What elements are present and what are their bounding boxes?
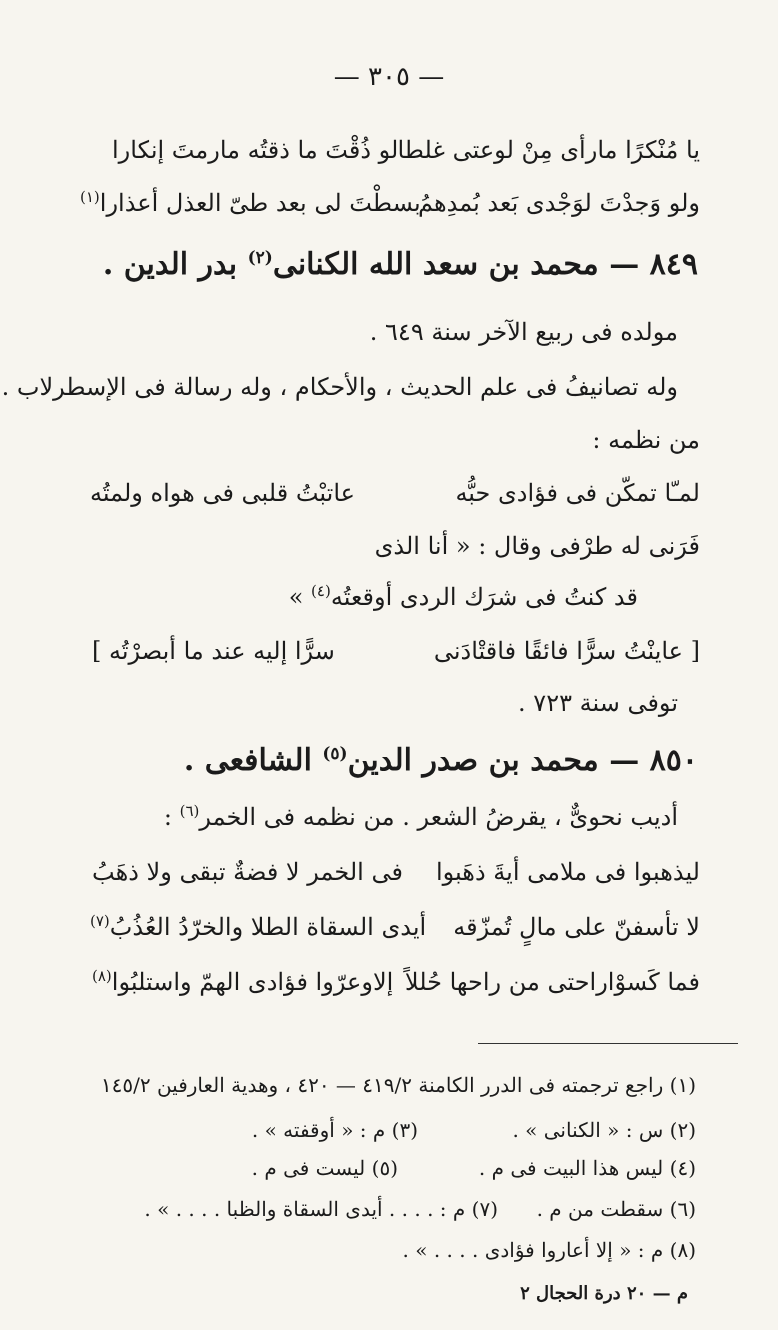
entry-849-heading <box>80 246 698 284</box>
entry-849-verse3-end: » <box>288 583 304 611</box>
page-number: — ٣٠٥ — <box>333 62 445 92</box>
poem1-line2-left <box>80 188 421 218</box>
entry-850-description <box>82 802 678 832</box>
entry-849-intro: من نظمه : <box>592 426 700 454</box>
entry-850-verse2-left <box>90 912 426 942</box>
footnote-8: (٨) م : « إلا أعاروا فؤادى . . . . » . <box>402 1238 696 1262</box>
footnote-marker: (٥) <box>322 744 348 764</box>
entry-850-verse1-left: فى الخمر لا فضةٌ تبقى ولا ذهَبُ <box>92 858 403 886</box>
entry-850-heading-text: ٨٥٠ — محمد بن صدر الدين <box>347 743 698 778</box>
footnote-marker: (٦) <box>179 802 200 820</box>
entry-850-heading-end: الشافعى . <box>183 743 312 778</box>
entry-849-heading-end: بدر الدين . <box>102 247 238 282</box>
footnote-7: (٧) م : . . . . أيدى السقاة والظبا . . . . » . <box>144 1197 498 1221</box>
entry-849-verse1-left: عاتبْتُ قلبى فى هواه ولمتُه <box>90 479 355 507</box>
entry-849-verse4-right: [ عاينْتُ سرًّا فائقًا فاقتْادَنى <box>433 637 700 665</box>
poem1-line1-left: لو ذُقْتَ ما ذقتُه مارمتَ إنكارا <box>112 136 399 164</box>
footnote-marker: (٢) <box>247 248 273 268</box>
entry-850-verse3-left <box>92 967 393 997</box>
poem1-line1-right: يا مُنْكرًا مارأى مِنْ لوعتى غلطا <box>397 136 700 164</box>
footnote-4: (٤) ليس هذا البيت فى م . <box>478 1156 696 1180</box>
footnote-5: (٥) ليست فى م . <box>251 1156 398 1180</box>
footnote-marker: (٨) <box>92 967 112 985</box>
entry-850-description-text: أديب نحوىٌّ ، يقرضُ الشعر . من نظمه فى الخمر <box>199 803 678 831</box>
entry-849-birth: مولده فى ربيع الآخر سنة ٦٤٩ . <box>369 318 678 346</box>
footnote-marker: (١) <box>80 188 100 206</box>
entry-849-verse4-left: سرًّا إليه عند ما أبصرْتُه ] <box>92 637 335 665</box>
entry-849-death: توفى سنة ٧٢٣ . <box>518 689 678 717</box>
entry-849-verse3 <box>289 582 638 612</box>
entry-850-verse3-right: فما كَسوْاراحتى من راحها حُللاً <box>404 968 700 996</box>
entry-850-heading <box>80 742 698 780</box>
entry-850-verse1-right: ليذهبوا فى ملامى أيةَ ذهَبوا <box>435 858 700 886</box>
poem1-line2-left-text: بسطْتَ لى بعد طىّ العذل أعذارا <box>99 189 421 217</box>
entry-850-verse3-left-text: إلاوعرّوا فؤادى الهمّ واستلبُوا <box>111 968 394 996</box>
entry-849-verse2: فَرَنى له طرْفى وقال : « أنا الذى <box>374 532 700 560</box>
footnote-2: (٢) س : « الكنانى » . <box>512 1118 696 1142</box>
footnote-3: (٣) م : « أوقفته » . <box>251 1118 418 1142</box>
entry-849-works: وله تصانيفُ فى علم الحديث ، والأحكام ، وله رسالة فى الإسطرلاب . <box>1 373 678 401</box>
entry-849-verse3-text: قد كنتُ فى شرَك الردى أوقعتُه <box>330 583 638 611</box>
footnote-1: (١) راجع ترجمته فى الدرر الكامنة ٤١٩/٢ — ٤٢٠ ، وهدية العارفين ١٤٥/٢ <box>100 1073 696 1097</box>
entry-849-heading-text: ٨٤٩ — محمد بن سعد الله الكنانى <box>272 247 698 282</box>
entry-850-verse2-right: لا تأسفنّ على مالٍ تُمزّقه <box>453 913 700 941</box>
footnote-6: (٦) سقطت من م . <box>536 1197 696 1221</box>
entry-850-verse2-left-text: أيدى السقاة الطلا والخرّدُ العُذُبُ <box>109 913 427 941</box>
poem1-line2-right: ولو وَجدْتَ لوَجْدى بَعد بُمدِهمُ <box>418 189 700 217</box>
footnote-separator <box>478 1043 738 1044</box>
entry-849-verse1-right: لمـّا تمكّن فى فؤادى حبُّه <box>455 479 700 507</box>
signature-mark: م — ٢٠ درة الحجال ٢ <box>520 1283 688 1304</box>
footnote-marker: (٤) <box>311 582 331 600</box>
entry-850-description-end: : <box>163 803 172 831</box>
footnote-marker: (٧) <box>90 912 110 930</box>
